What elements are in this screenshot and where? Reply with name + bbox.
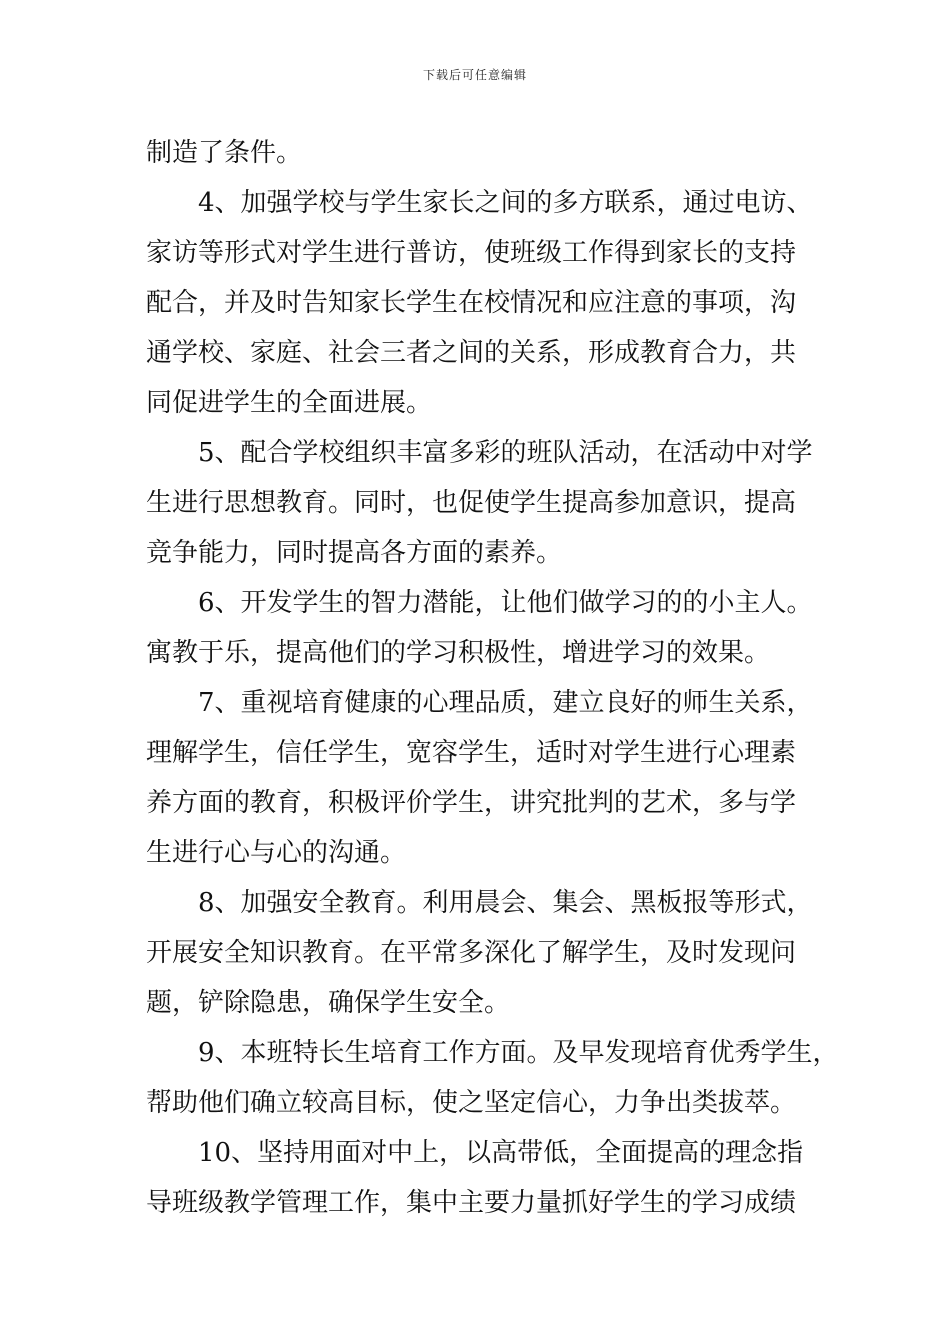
text-line: 家访等形式对学生进行普访，使班级工作得到家长的支持 (146, 238, 797, 268)
text-line: 寓教于乐，提高他们的学习积极性，增进学习的效果。 (146, 638, 771, 668)
text-line: 题，铲除隐患，确保学生安全。 (146, 988, 511, 1018)
paragraph-start-line: 9、本班特长生培育工作方面。及早发现培育优秀学生， (198, 1038, 839, 1068)
text-line: 生进行思想教育。同时，也促使学生提高参加意识，提高 (146, 488, 797, 518)
text-line: 竞争能力，同时提高各方面的素养。 (146, 538, 563, 568)
text-line: 同促进学生的全面进展。 (146, 388, 433, 418)
document-body (146, 128, 839, 1228)
text-line: 导班级教学管理工作，集中主要力量抓好学生的学习成绩 (146, 1188, 797, 1218)
paragraph-start-line: 4、加强学校与学生家长之间的多方联系，通过电访、 (198, 188, 813, 218)
text-line: 通学校、家庭、社会三者之间的关系，形成教育合力，共 (146, 338, 797, 368)
text-line: 养方面的教育，积极评价学生，讲究批判的艺术，多与学 (146, 788, 797, 818)
paragraph-start-line: 7、重视培育健康的心理品质，建立良好的师生关系， (198, 688, 813, 718)
paragraph-start-line: 5、配合学校组织丰富多彩的班队活动，在活动中对学 (198, 438, 813, 468)
text-line: 理解学生，信任学生，宽容学生，适时对学生进行心理素 (146, 738, 797, 768)
text-line: 生进行心与心的沟通。 (146, 838, 407, 868)
paragraph-start-line: 10、坚持用面对中上，以高带低，全面提高的理念指 (198, 1138, 804, 1168)
page-header: 下载后可任意编辑 (422, 68, 527, 82)
text-line: 开展安全知识教育。在平常多深化了解学生，及时发现问 (146, 938, 797, 968)
paragraph-start-line: 8、加强安全教育。利用晨会、集会、黑板报等形式， (198, 888, 813, 918)
text-line: 制造了条件。 (146, 138, 303, 168)
paragraph-start-line: 6、开发学生的智力潜能，让他们做学习的的小主人。 (198, 588, 813, 618)
text-line: 配合，并及时告知家长学生在校情况和应注意的事项，沟 (146, 288, 797, 318)
text-line: 帮助他们确立较高目标，使之坚定信心，力争出类拔萃。 (146, 1088, 797, 1118)
